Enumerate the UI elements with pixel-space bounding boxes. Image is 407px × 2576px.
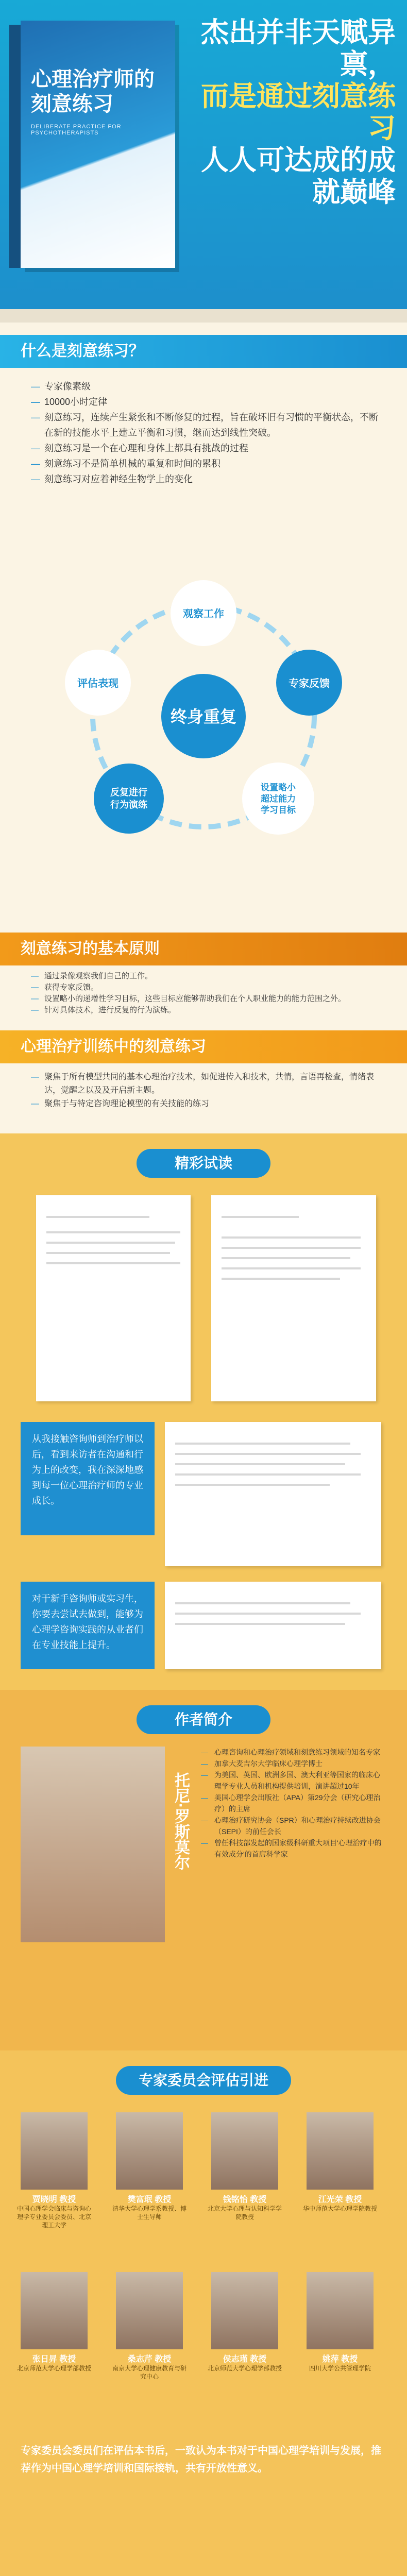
expert-card [15, 2272, 93, 2372]
training-heading: 心理治疗训练中的刻意练习 [0, 1030, 407, 1063]
expert-photo [21, 2112, 88, 2190]
expert-card [206, 2272, 283, 2372]
sample-pill: 精彩试读 [137, 1149, 270, 1178]
expert-photo [307, 2272, 374, 2349]
node-feedback-label: 专家反馈 [289, 678, 330, 689]
list-item: — 刻意练习不是简单机械的重复和时间的累积 [31, 456, 386, 471]
list-item: — 为美国、英国、欧洲多国、澳大利亚等国家的临床心理学专业人员和机构提供培训，演讲超过10年 [201, 1769, 386, 1792]
expert-photo [21, 2272, 88, 2349]
expert-desc: 华中师范大学心理学院教授 [302, 2205, 377, 2212]
slogan-line-1: 杰出并非天赋异禀， [201, 17, 396, 80]
list-item: — 刻意练习对应着神经生物学上的变化 [31, 471, 386, 487]
principles-section [0, 933, 407, 1030]
expert-card [301, 2272, 379, 2372]
sample-page-3 [165, 1422, 381, 1566]
expert-name: 樊富珉 教授 [127, 2195, 172, 2204]
node-observe-label: 观察工作 [183, 608, 224, 620]
node-goals-label-3: 学习目标 [261, 805, 296, 815]
node-goals-label-2: 超过能力 [261, 794, 296, 804]
sample-page-4 [165, 1582, 381, 1669]
practice-cycle-diagram [0, 577, 407, 855]
expert-name: 桑志芹 教授 [127, 2355, 172, 2364]
list-item: — 刻意练习，连续产生紧张和不断修复的过程，旨在破坏旧有习惯的平衡状态，不断在新的技能水平上建立平衡和习惯，继而达到线性突破。 [31, 410, 386, 440]
expert-desc: 南京大学心理健康教育与研究中心 [112, 2365, 186, 2380]
list-item: — 心理治疗研究协会（SPR）和心理治疗持续改进协会（SEPI）的前任会长 [201, 1815, 386, 1837]
author-name: 托尼·罗斯莫尔 [172, 1772, 189, 1870]
expert-name: 姚萍 教授 [322, 2355, 358, 2364]
expert-desc: 北京师范大学心理学部教授 [16, 2365, 91, 2372]
expert-desc: 北京师范大学心理学部教授 [207, 2365, 282, 2372]
expert-card [206, 2112, 283, 2221]
what-list [31, 379, 386, 487]
experts-pill: 专家委员会评估引进 [116, 2066, 291, 2095]
list-item: — 专家像素级 [31, 379, 386, 394]
list-item: — 美国心理学会出版社（APA）第29分会（研究心理治疗）的主席 [201, 1792, 386, 1815]
list-item: — 刻意练习是一个在心理和身体上都具有挑战的过程 [31, 440, 386, 456]
expert-desc: 清华大学心理学系教授、博士生导师 [112, 2205, 186, 2221]
author-bio [201, 1747, 386, 1860]
slogan-line-3: 人人可达成的成就巅峰 [201, 145, 396, 208]
training-list [31, 1071, 386, 1111]
list-item: — 获得专家反馈。 [31, 982, 386, 993]
training-section [0, 1030, 407, 1133]
list-item: — 10000小时定律 [31, 394, 386, 410]
center-label: 终身重复 [170, 707, 237, 726]
sample-blue-note: 从我接触咨询师到治疗师以后，看到来访者在沟通和行为上的改变，我在深深地感到每一位心理治疗师的专业成长。 [21, 1422, 155, 1535]
sample-section [0, 1133, 407, 1690]
list-item: — 曾任科技部发起的国家级科研重大项目'心理治疗中的有效成分'的首席科学家 [201, 1837, 386, 1860]
expert-name: 张日昇 教授 [32, 2355, 76, 2364]
expert-name: 钱铭怡 教授 [223, 2195, 267, 2204]
sample-page-2 [211, 1195, 376, 1401]
list-item: — 心理咨询和心理治疗领域和刻意练习领域的知名专家 [201, 1747, 386, 1758]
what-heading: 什么是刻意练习？ [0, 335, 407, 368]
expert-card [111, 2112, 188, 2221]
list-item: — 通过录像观察我们自己的工作。 [31, 971, 386, 982]
expert-card [15, 2112, 93, 2229]
expert-card [111, 2272, 188, 2381]
sample-blue-note-2: 对于新手咨询师或实习生，你要去尝试去做到，能够为心理学咨询实践的从业者们在专业技能上提升。 [21, 1582, 155, 1669]
author-section [0, 1690, 407, 2050]
list-item: — 聚焦于与特定咨询理论模型的有关技能的练习 [31, 1097, 386, 1111]
expert-desc: 中国心理学会临床与咨询心理学专业委员会委员、北京理工大学 [16, 2205, 91, 2229]
list-item: — 聚焦于所有模型共同的基本心理治疗技术，如促进传入和技术，共情，言语再检查，情绪表达，觉醒之以及及开启新主题。 [31, 1071, 386, 1097]
expert-photo [307, 2112, 374, 2190]
expert-name: 侯志瑾 教授 [223, 2355, 267, 2364]
book-title: 心理治疗师的刻意练习 [31, 68, 155, 115]
expert-desc: 四川大学公共管理学院 [309, 2365, 371, 2372]
what-is-section [0, 309, 407, 933]
list-item: — 针对具体技术，进行反复的行为演练。 [31, 1005, 386, 1016]
expert-photo [211, 2272, 278, 2349]
list-item: — 设置略小的递增性学习目标，这些目标应能够帮助我们在个人职业能力的能力范围之外。 [31, 993, 386, 1005]
node-rehearsal-label-1: 反复进行 [110, 787, 147, 798]
node-rehearsal [94, 764, 164, 834]
expert-photo [211, 2112, 278, 2190]
author-photo [21, 1747, 165, 1942]
hero-slogan [195, 16, 396, 208]
principles-heading: 刻意练习的基本原则 [0, 933, 407, 965]
principles-list [31, 971, 386, 1016]
book-spine [9, 25, 21, 268]
book-cover [21, 21, 175, 268]
slogan-line-2: 而是通过刻意练习 [201, 81, 396, 144]
expert-desc: 北京大学心理与认知科学学院教授 [207, 2205, 282, 2221]
book-subtitle: DELIBERATE PRACTICE FOR PSYCHOTHERAPISTS [31, 124, 122, 136]
expert-photo [116, 2272, 183, 2349]
sample-page-1 [36, 1195, 191, 1401]
expert-card [301, 2112, 379, 2213]
hero-banner [0, 0, 407, 309]
expert-photo [116, 2112, 183, 2190]
author-pill: 作者简介 [137, 1705, 270, 1734]
expert-name: 贾晓明 教授 [32, 2195, 76, 2204]
divider [0, 309, 407, 323]
node-goals-label-1: 设置略小 [261, 783, 296, 792]
expert-name: 江光荣 教授 [318, 2195, 362, 2204]
experts-section [0, 2050, 407, 2576]
list-item: — 加拿大麦吉尔大学临床心理学博士 [201, 1758, 386, 1769]
node-evaluate-label: 评估表现 [77, 678, 118, 689]
node-rehearsal-label-2: 行为演练 [110, 800, 147, 810]
experts-note: 专家委员会委员们在评估本书后，一致认为本书对于中国心理学培训与发展，推荐作为中国心理学培训和国际接轨，共有开放性意义。 [21, 2445, 381, 2474]
